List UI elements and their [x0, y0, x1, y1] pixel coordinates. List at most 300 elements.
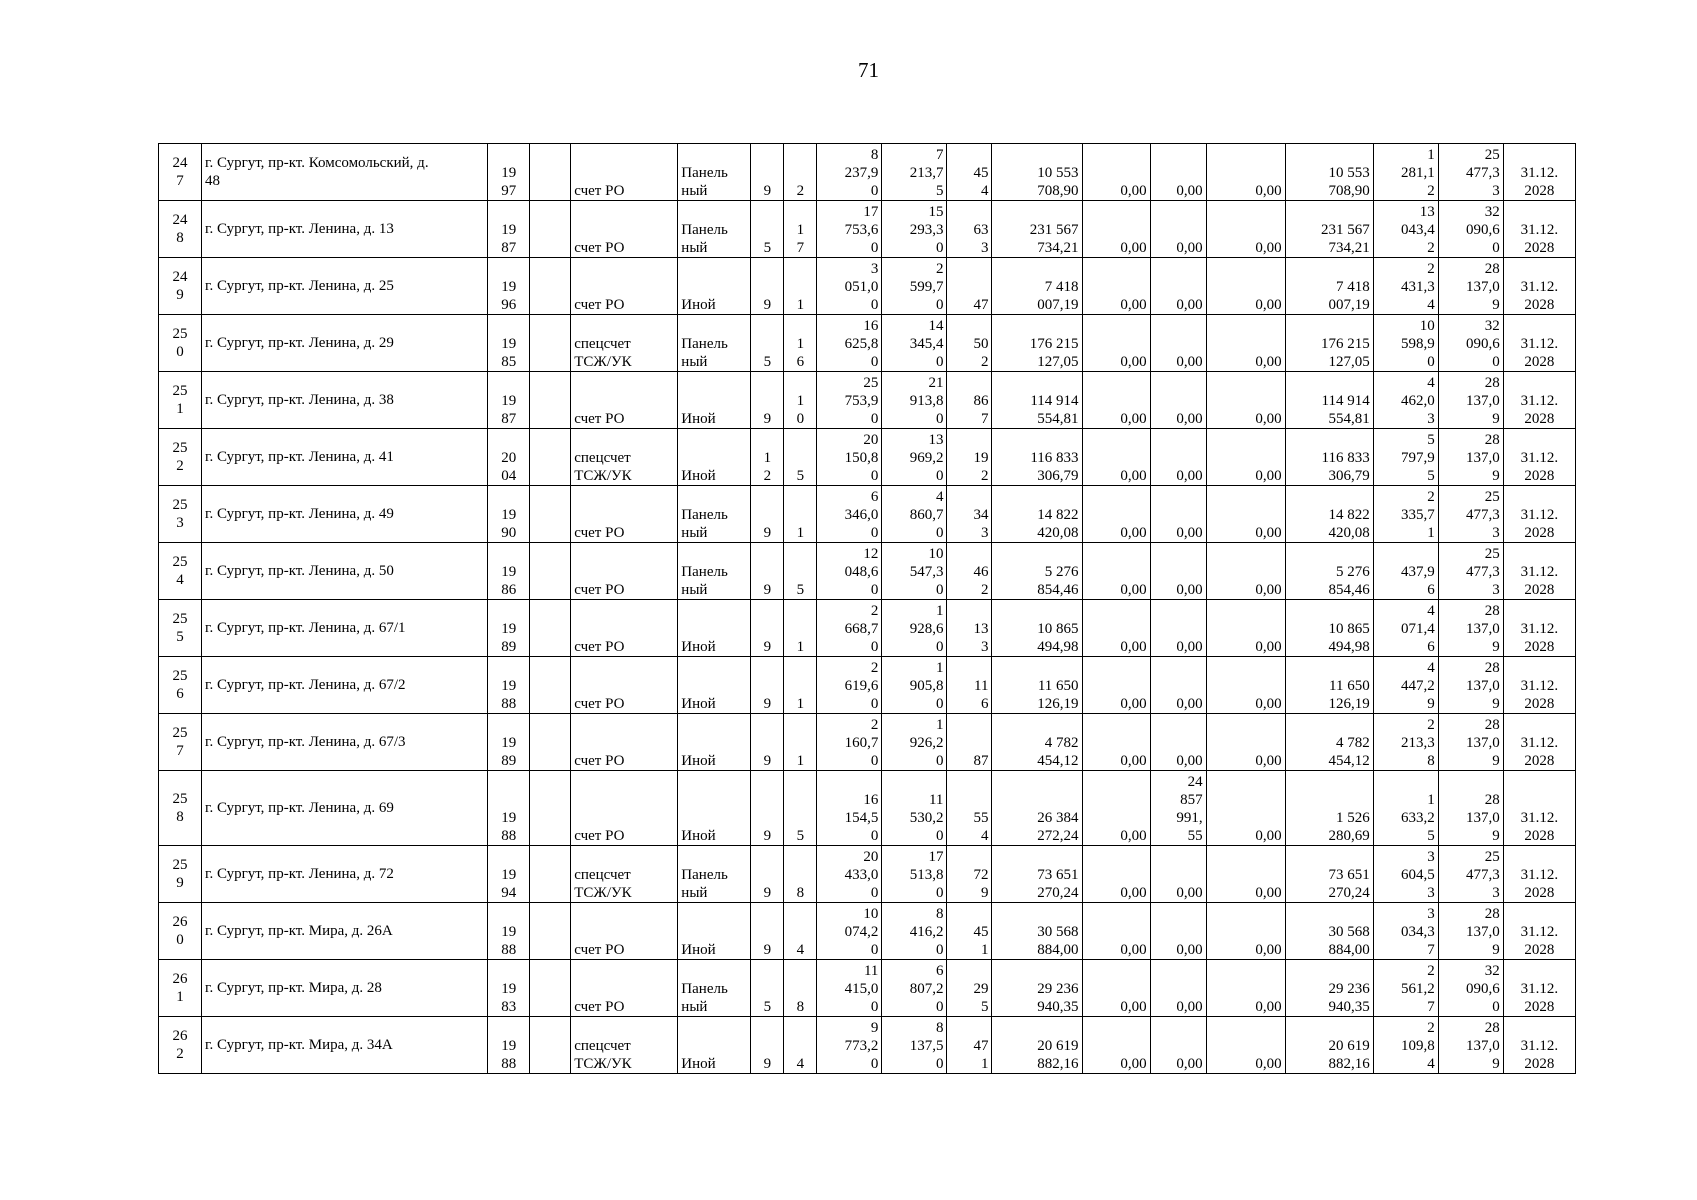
total-cost-cell: 4 782 454,12: [992, 714, 1082, 771]
row-number-cell: 24 8: [159, 201, 202, 258]
fund-method-cell: счет РО: [571, 201, 678, 258]
total-cost-cell: 10 553 708,90: [992, 144, 1082, 201]
year-built-cell: 19 87: [488, 372, 530, 429]
deadline-cell: 31.12. 2028: [1503, 1017, 1575, 1074]
table-row: [159, 429, 1576, 486]
row-number-cell: 26 2: [159, 1017, 202, 1074]
floors-cell: 9: [751, 600, 784, 657]
funding-source-4-cell: 73 651 270,24: [1285, 846, 1373, 903]
table-row: [159, 1017, 1576, 1074]
table-row: [159, 960, 1576, 1017]
funding-source-1-cell: 0,00: [1082, 315, 1150, 372]
total-cost-cell: 5 276 854,46: [992, 543, 1082, 600]
funding-source-3-cell: 0,00: [1206, 201, 1285, 258]
residents-cell: 63 3: [947, 201, 992, 258]
specific-cost-cell: 3 604,5 3: [1373, 846, 1438, 903]
deadline-cell: 31.12. 2028: [1503, 258, 1575, 315]
entrances-cell: 5: [784, 543, 817, 600]
fund-method-cell: счет РО: [571, 486, 678, 543]
wall-material-cell: Иной: [678, 429, 751, 486]
total-area-cell: 12 048,6 0: [817, 543, 882, 600]
floors-cell: 9: [751, 258, 784, 315]
wall-material-cell: Панель ный: [678, 315, 751, 372]
total-cost-cell: 116 833 306,79: [992, 429, 1082, 486]
wall-material-cell: Панель ный: [678, 486, 751, 543]
row-number-cell: 24 9: [159, 258, 202, 315]
row-number-cell: 26 1: [159, 960, 202, 1017]
specific-cost-cell: 4 462,0 3: [1373, 372, 1438, 429]
funding-source-3-cell: 0,00: [1206, 846, 1285, 903]
floors-cell: 9: [751, 846, 784, 903]
fund-method-cell: счет РО: [571, 144, 678, 201]
address-cell: г. Сургут, пр-кт. Ленина, д. 67/1: [202, 600, 488, 657]
blank-cell: [530, 1017, 571, 1074]
funding-source-1-cell: 0,00: [1082, 771, 1150, 846]
address-cell: г. Сургут, пр-кт. Ленина, д. 72: [202, 846, 488, 903]
row-number-cell: 25 9: [159, 846, 202, 903]
residents-cell: 47 1: [947, 1017, 992, 1074]
funding-source-3-cell: 0,00: [1206, 903, 1285, 960]
specific-cost-cell: 5 797,9 5: [1373, 429, 1438, 486]
residents-cell: 13 3: [947, 600, 992, 657]
blank-cell: [530, 846, 571, 903]
entrances-cell: 1: [784, 714, 817, 771]
table-row: [159, 903, 1576, 960]
total-area-cell: 16 154,5 0: [817, 771, 882, 846]
max-cost-cell: 32 090,6 0: [1438, 201, 1503, 258]
entrances-cell: 5: [784, 429, 817, 486]
funding-source-3-cell: 0,00: [1206, 486, 1285, 543]
total-cost-cell: 29 236 940,35: [992, 960, 1082, 1017]
total-area-cell: 10 074,2 0: [817, 903, 882, 960]
wall-material-cell: Иной: [678, 1017, 751, 1074]
address-cell: г. Сургут, пр-кт. Ленина, д. 49: [202, 486, 488, 543]
funding-source-2-cell: 0,00: [1150, 429, 1206, 486]
table-row: [159, 657, 1576, 714]
funding-source-4-cell: 14 822 420,08: [1285, 486, 1373, 543]
specific-cost-cell: 4 071,4 6: [1373, 600, 1438, 657]
residents-cell: 50 2: [947, 315, 992, 372]
funding-source-4-cell: 4 782 454,12: [1285, 714, 1373, 771]
fund-method-cell: счет РО: [571, 960, 678, 1017]
funding-source-4-cell: 10 865 494,98: [1285, 600, 1373, 657]
fund-method-cell: счет РО: [571, 903, 678, 960]
residents-cell: 46 2: [947, 543, 992, 600]
living-area-cell: 7 213,7 5: [882, 144, 947, 201]
funding-source-3-cell: 0,00: [1206, 258, 1285, 315]
floors-cell: 9: [751, 714, 784, 771]
blank-cell: [530, 429, 571, 486]
wall-material-cell: Иной: [678, 372, 751, 429]
funding-source-3-cell: 0,00: [1206, 771, 1285, 846]
funding-source-4-cell: 30 568 884,00: [1285, 903, 1373, 960]
table-row: [159, 846, 1576, 903]
deadline-cell: 31.12. 2028: [1503, 903, 1575, 960]
living-area-cell: 2 599,7 0: [882, 258, 947, 315]
year-built-cell: 19 96: [488, 258, 530, 315]
blank-cell: [530, 960, 571, 1017]
living-area-cell: 1 928,6 0: [882, 600, 947, 657]
specific-cost-cell: 2 109,8 4: [1373, 1017, 1438, 1074]
funding-source-1-cell: 0,00: [1082, 657, 1150, 714]
specific-cost-cell: 13 043,4 2: [1373, 201, 1438, 258]
floors-cell: 9: [751, 144, 784, 201]
address-cell: г. Сургут, пр-кт. Ленина, д. 69: [202, 771, 488, 846]
total-area-cell: 8 237,9 0: [817, 144, 882, 201]
funding-source-3-cell: 0,00: [1206, 714, 1285, 771]
deadline-cell: 31.12. 2028: [1503, 771, 1575, 846]
specific-cost-cell: 2 561,2 7: [1373, 960, 1438, 1017]
entrances-cell: 1: [784, 657, 817, 714]
funding-source-3-cell: 0,00: [1206, 600, 1285, 657]
address-cell: г. Сургут, пр-кт. Ленина, д. 41: [202, 429, 488, 486]
housing-register-table: [158, 143, 1576, 1074]
living-area-cell: 14 345,4 0: [882, 315, 947, 372]
row-number-cell: 25 8: [159, 771, 202, 846]
residents-cell: 11 6: [947, 657, 992, 714]
living-area-cell: 17 513,8 0: [882, 846, 947, 903]
year-built-cell: 20 04: [488, 429, 530, 486]
blank-cell: [530, 258, 571, 315]
table-row: [159, 315, 1576, 372]
entrances-cell: 1 7: [784, 201, 817, 258]
living-area-cell: 15 293,3 0: [882, 201, 947, 258]
max-cost-cell: 28 137,0 9: [1438, 1017, 1503, 1074]
funding-source-1-cell: 0,00: [1082, 714, 1150, 771]
blank-cell: [530, 903, 571, 960]
entrances-cell: 8: [784, 846, 817, 903]
living-area-cell: 10 547,3 0: [882, 543, 947, 600]
max-cost-cell: 32 090,6 0: [1438, 960, 1503, 1017]
funding-source-3-cell: 0,00: [1206, 1017, 1285, 1074]
wall-material-cell: Иной: [678, 600, 751, 657]
fund-method-cell: счет РО: [571, 600, 678, 657]
entrances-cell: 4: [784, 1017, 817, 1074]
fund-method-cell: счет РО: [571, 771, 678, 846]
deadline-cell: 31.12. 2028: [1503, 486, 1575, 543]
living-area-cell: 21 913,8 0: [882, 372, 947, 429]
entrances-cell: 4: [784, 903, 817, 960]
address-cell: г. Сургут, пр-кт. Мира, д. 34А: [202, 1017, 488, 1074]
total-area-cell: 17 753,6 0: [817, 201, 882, 258]
floors-cell: 1 2: [751, 429, 784, 486]
address-cell: г. Сургут, пр-кт. Ленина, д. 29: [202, 315, 488, 372]
table-row: [159, 714, 1576, 771]
year-built-cell: 19 90: [488, 486, 530, 543]
year-built-cell: 19 88: [488, 657, 530, 714]
deadline-cell: 31.12. 2028: [1503, 543, 1575, 600]
row-number-cell: 25 0: [159, 315, 202, 372]
total-area-cell: 20 150,8 0: [817, 429, 882, 486]
total-area-cell: 11 415,0 0: [817, 960, 882, 1017]
specific-cost-cell: 10 598,9 0: [1373, 315, 1438, 372]
total-cost-cell: 114 914 554,81: [992, 372, 1082, 429]
residents-cell: 47: [947, 258, 992, 315]
max-cost-cell: 28 137,0 9: [1438, 714, 1503, 771]
year-built-cell: 19 97: [488, 144, 530, 201]
wall-material-cell: Панель ный: [678, 960, 751, 1017]
funding-source-3-cell: 0,00: [1206, 543, 1285, 600]
funding-source-2-cell: 0,00: [1150, 486, 1206, 543]
funding-source-4-cell: 5 276 854,46: [1285, 543, 1373, 600]
funding-source-1-cell: 0,00: [1082, 1017, 1150, 1074]
address-cell: г. Сургут, пр-кт. Ленина, д. 67/2: [202, 657, 488, 714]
blank-cell: [530, 600, 571, 657]
funding-source-1-cell: 0,00: [1082, 144, 1150, 201]
total-cost-cell: 176 215 127,05: [992, 315, 1082, 372]
blank-cell: [530, 543, 571, 600]
blank-cell: [530, 372, 571, 429]
floors-cell: 9: [751, 543, 784, 600]
table-row: [159, 600, 1576, 657]
funding-source-2-cell: 0,00: [1150, 258, 1206, 315]
year-built-cell: 19 94: [488, 846, 530, 903]
residents-cell: 45 1: [947, 903, 992, 960]
year-built-cell: 19 88: [488, 903, 530, 960]
total-cost-cell: 11 650 126,19: [992, 657, 1082, 714]
blank-cell: [530, 714, 571, 771]
deadline-cell: 31.12. 2028: [1503, 315, 1575, 372]
wall-material-cell: Иной: [678, 714, 751, 771]
total-cost-cell: 14 822 420,08: [992, 486, 1082, 543]
blank-cell: [530, 201, 571, 258]
year-built-cell: 19 85: [488, 315, 530, 372]
address-cell: г. Сургут, пр-кт. Ленина, д. 67/3: [202, 714, 488, 771]
funding-source-2-cell: 0,00: [1150, 714, 1206, 771]
address-cell: г. Сургут, пр-кт. Ленина, д. 50: [202, 543, 488, 600]
max-cost-cell: 28 137,0 9: [1438, 657, 1503, 714]
fund-method-cell: счет РО: [571, 372, 678, 429]
funding-source-4-cell: 29 236 940,35: [1285, 960, 1373, 1017]
floors-cell: 5: [751, 960, 784, 1017]
wall-material-cell: Панель ный: [678, 543, 751, 600]
residents-cell: 45 4: [947, 144, 992, 201]
funding-source-3-cell: 0,00: [1206, 144, 1285, 201]
total-cost-cell: 7 418 007,19: [992, 258, 1082, 315]
max-cost-cell: 28 137,0 9: [1438, 600, 1503, 657]
living-area-cell: 11 530,2 0: [882, 771, 947, 846]
living-area-cell: 8 137,5 0: [882, 1017, 947, 1074]
funding-source-1-cell: 0,00: [1082, 846, 1150, 903]
entrances-cell: 1 6: [784, 315, 817, 372]
funding-source-2-cell: 0,00: [1150, 903, 1206, 960]
max-cost-cell: 28 137,0 9: [1438, 429, 1503, 486]
total-area-cell: 25 753,9 0: [817, 372, 882, 429]
entrances-cell: 1: [784, 258, 817, 315]
entrances-cell: 2: [784, 144, 817, 201]
max-cost-cell: 28 137,0 9: [1438, 372, 1503, 429]
fund-method-cell: счет РО: [571, 543, 678, 600]
fund-method-cell: счет РО: [571, 657, 678, 714]
funding-source-2-cell: 0,00: [1150, 144, 1206, 201]
residents-cell: 55 4: [947, 771, 992, 846]
table-row: [159, 201, 1576, 258]
table-row: [159, 372, 1576, 429]
total-cost-cell: 20 619 882,16: [992, 1017, 1082, 1074]
funding-source-2-cell: 0,00: [1150, 372, 1206, 429]
max-cost-cell: 28 137,0 9: [1438, 771, 1503, 846]
specific-cost-cell: 1 281,1 2: [1373, 144, 1438, 201]
table-row: [159, 258, 1576, 315]
total-cost-cell: 231 567 734,21: [992, 201, 1082, 258]
max-cost-cell: 28 137,0 9: [1438, 903, 1503, 960]
row-number-cell: 25 4: [159, 543, 202, 600]
deadline-cell: 31.12. 2028: [1503, 372, 1575, 429]
total-area-cell: 9 773,2 0: [817, 1017, 882, 1074]
wall-material-cell: Иной: [678, 657, 751, 714]
max-cost-cell: 25 477,3 3: [1438, 543, 1503, 600]
fund-method-cell: спецсчет ТСЖ/УК: [571, 846, 678, 903]
funding-source-1-cell: 0,00: [1082, 486, 1150, 543]
fund-method-cell: спецсчет ТСЖ/УК: [571, 1017, 678, 1074]
deadline-cell: 31.12. 2028: [1503, 846, 1575, 903]
funding-source-4-cell: 7 418 007,19: [1285, 258, 1373, 315]
year-built-cell: 19 88: [488, 1017, 530, 1074]
living-area-cell: 1 926,2 0: [882, 714, 947, 771]
funding-source-3-cell: 0,00: [1206, 657, 1285, 714]
specific-cost-cell: 2 335,7 1: [1373, 486, 1438, 543]
living-area-cell: 1 905,8 0: [882, 657, 947, 714]
year-built-cell: 19 86: [488, 543, 530, 600]
total-area-cell: 2 619,6 0: [817, 657, 882, 714]
address-cell: г. Сургут, пр-кт. Мира, д. 26А: [202, 903, 488, 960]
specific-cost-cell: 1 633,2 5: [1373, 771, 1438, 846]
funding-source-4-cell: 231 567 734,21: [1285, 201, 1373, 258]
entrances-cell: 1 0: [784, 372, 817, 429]
funding-source-4-cell: 114 914 554,81: [1285, 372, 1373, 429]
funding-source-4-cell: 10 553 708,90: [1285, 144, 1373, 201]
total-area-cell: 6 346,0 0: [817, 486, 882, 543]
deadline-cell: 31.12. 2028: [1503, 657, 1575, 714]
address-cell: г. Сургут, пр-кт. Ленина, д. 38: [202, 372, 488, 429]
year-built-cell: 19 87: [488, 201, 530, 258]
deadline-cell: 31.12. 2028: [1503, 201, 1575, 258]
total-area-cell: 2 160,7 0: [817, 714, 882, 771]
blank-cell: [530, 771, 571, 846]
page-number: 71: [858, 58, 879, 82]
blank-cell: [530, 657, 571, 714]
residents-cell: 87: [947, 714, 992, 771]
funding-source-2-cell: 0,00: [1150, 1017, 1206, 1074]
row-number-cell: 25 2: [159, 429, 202, 486]
residents-cell: 72 9: [947, 846, 992, 903]
funding-source-3-cell: 0,00: [1206, 429, 1285, 486]
living-area-cell: 13 969,2 0: [882, 429, 947, 486]
residents-cell: 34 3: [947, 486, 992, 543]
table-row: [159, 486, 1576, 543]
funding-source-1-cell: 0,00: [1082, 258, 1150, 315]
deadline-cell: 31.12. 2028: [1503, 429, 1575, 486]
max-cost-cell: 25 477,3 3: [1438, 486, 1503, 543]
address-cell: г. Сургут, пр-кт. Комсомольский, д. 48: [202, 144, 488, 201]
row-number-cell: 24 7: [159, 144, 202, 201]
specific-cost-cell: 437,9 6: [1373, 543, 1438, 600]
address-cell: г. Сургут, пр-кт. Ленина, д. 13: [202, 201, 488, 258]
floors-cell: 5: [751, 201, 784, 258]
year-built-cell: 19 83: [488, 960, 530, 1017]
wall-material-cell: Иной: [678, 903, 751, 960]
total-area-cell: 16 625,8 0: [817, 315, 882, 372]
funding-source-2-cell: 0,00: [1150, 960, 1206, 1017]
floors-cell: 9: [751, 372, 784, 429]
funding-source-2-cell: 0,00: [1150, 315, 1206, 372]
table-row: [159, 771, 1576, 846]
total-cost-cell: 30 568 884,00: [992, 903, 1082, 960]
floors-cell: 9: [751, 657, 784, 714]
funding-source-2-cell: 0,00: [1150, 657, 1206, 714]
table-body: [159, 144, 1576, 1074]
residents-cell: 86 7: [947, 372, 992, 429]
deadline-cell: 31.12. 2028: [1503, 144, 1575, 201]
blank-cell: [530, 315, 571, 372]
funding-source-3-cell: 0,00: [1206, 960, 1285, 1017]
funding-source-2-cell: 24 857 991, 55: [1150, 771, 1206, 846]
row-number-cell: 25 7: [159, 714, 202, 771]
year-built-cell: 19 89: [488, 714, 530, 771]
fund-method-cell: счет РО: [571, 714, 678, 771]
specific-cost-cell: 4 447,2 9: [1373, 657, 1438, 714]
entrances-cell: 8: [784, 960, 817, 1017]
living-area-cell: 8 416,2 0: [882, 903, 947, 960]
funding-source-3-cell: 0,00: [1206, 315, 1285, 372]
funding-source-4-cell: 11 650 126,19: [1285, 657, 1373, 714]
table-row: [159, 543, 1576, 600]
wall-material-cell: Иной: [678, 771, 751, 846]
fund-method-cell: счет РО: [571, 258, 678, 315]
fund-method-cell: спецсчет ТСЖ/УК: [571, 315, 678, 372]
funding-source-2-cell: 0,00: [1150, 600, 1206, 657]
funding-source-2-cell: 0,00: [1150, 846, 1206, 903]
table-row: [159, 144, 1576, 201]
funding-source-2-cell: 0,00: [1150, 201, 1206, 258]
floors-cell: 9: [751, 486, 784, 543]
row-number-cell: 25 6: [159, 657, 202, 714]
wall-material-cell: Иной: [678, 258, 751, 315]
max-cost-cell: 28 137,0 9: [1438, 258, 1503, 315]
year-built-cell: 19 89: [488, 600, 530, 657]
funding-source-4-cell: 20 619 882,16: [1285, 1017, 1373, 1074]
specific-cost-cell: 2 431,3 4: [1373, 258, 1438, 315]
residents-cell: 19 2: [947, 429, 992, 486]
total-area-cell: 3 051,0 0: [817, 258, 882, 315]
row-number-cell: 25 5: [159, 600, 202, 657]
total-area-cell: 20 433,0 0: [817, 846, 882, 903]
floors-cell: 9: [751, 903, 784, 960]
funding-source-1-cell: 0,00: [1082, 372, 1150, 429]
specific-cost-cell: 2 213,3 8: [1373, 714, 1438, 771]
floors-cell: 9: [751, 1017, 784, 1074]
row-number-cell: 25 3: [159, 486, 202, 543]
total-cost-cell: 73 651 270,24: [992, 846, 1082, 903]
total-area-cell: 2 668,7 0: [817, 600, 882, 657]
funding-source-1-cell: 0,00: [1082, 960, 1150, 1017]
deadline-cell: 31.12. 2028: [1503, 714, 1575, 771]
funding-source-4-cell: 116 833 306,79: [1285, 429, 1373, 486]
funding-source-4-cell: 1 526 280,69: [1285, 771, 1373, 846]
max-cost-cell: 25 477,3 3: [1438, 144, 1503, 201]
entrances-cell: 1: [784, 600, 817, 657]
living-area-cell: 4 860,7 0: [882, 486, 947, 543]
total-cost-cell: 26 384 272,24: [992, 771, 1082, 846]
blank-cell: [530, 144, 571, 201]
max-cost-cell: 32 090,6 0: [1438, 315, 1503, 372]
deadline-cell: 31.12. 2028: [1503, 960, 1575, 1017]
funding-source-2-cell: 0,00: [1150, 543, 1206, 600]
funding-source-1-cell: 0,00: [1082, 600, 1150, 657]
wall-material-cell: Панель ный: [678, 144, 751, 201]
entrances-cell: 1: [784, 486, 817, 543]
specific-cost-cell: 3 034,3 7: [1373, 903, 1438, 960]
